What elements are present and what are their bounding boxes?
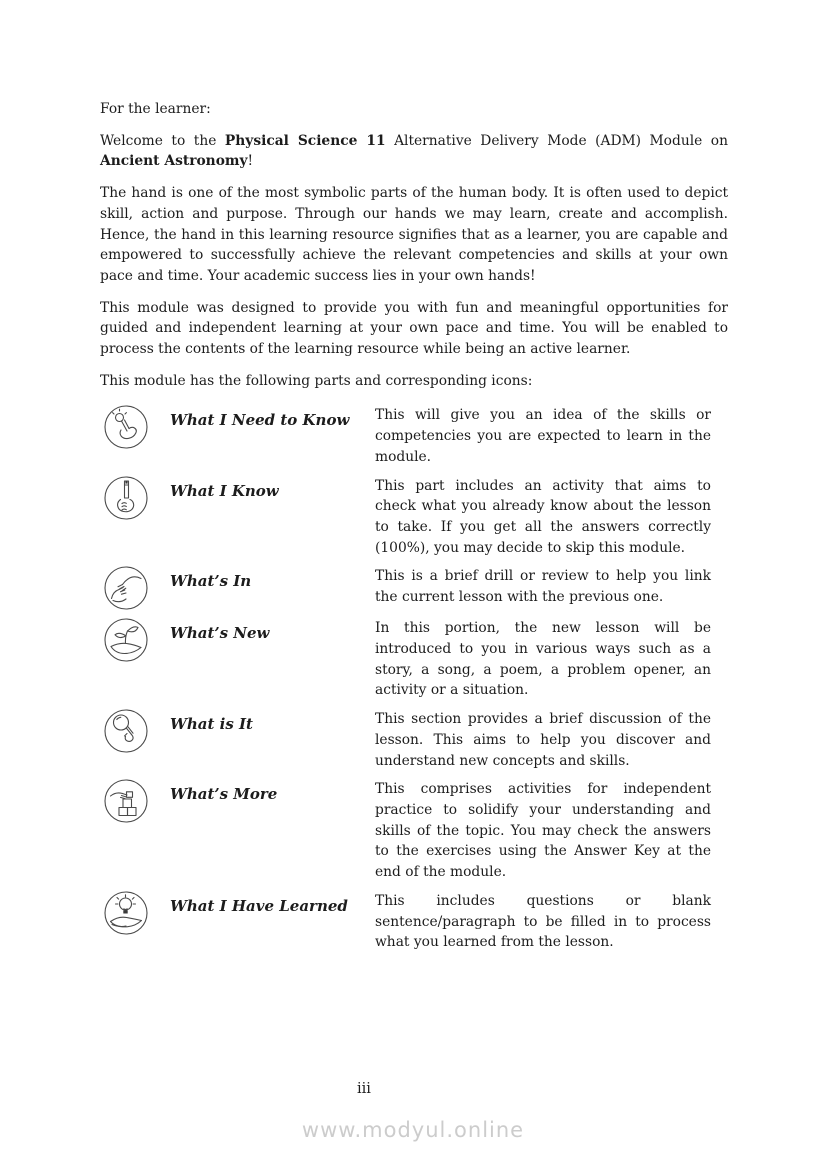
- welcome-mid: Alternative Delivery Mode (ADM) Module on: [385, 132, 728, 149]
- section-description: This includes questions or blank sentence/paragraph to be filled in to process what you learned from the lesson.: [375, 892, 711, 951]
- section-description: This comprises activities for independent practice to solidify your understanding and skills of the topic. You may check the answers to the exercises using the Answer Key at the end of the module.: [375, 781, 711, 881]
- section-label: What I Have Learned: [170, 896, 348, 915]
- salutation: For the learner:: [100, 101, 211, 117]
- module-topic-title: Ancient Astronomy: [100, 153, 248, 170]
- table-row: [100, 618, 728, 701]
- section-label: What’s More: [170, 785, 278, 804]
- section-label: What I Know: [170, 481, 279, 500]
- hand-stacking-blocks-icon: [104, 779, 148, 823]
- hand-holding-pencil-icon: [104, 476, 148, 520]
- table-row: [100, 779, 728, 883]
- hand-with-magnifier-icon: [104, 709, 148, 753]
- welcome-pre: Welcome to the: [100, 132, 225, 149]
- section-label: What is It: [170, 715, 253, 734]
- linking-hands-icon: [104, 566, 148, 610]
- page-number: iii: [357, 1081, 371, 1097]
- module-design-paragraph: This module was designed to provide you with fun and meaningful opportunities for guided and independent learning at your own pace and time. You will be enabled to process the contents of the learning resource while being an active learner.: [100, 299, 728, 358]
- table-row: [100, 891, 728, 953]
- watermark: www.modyul.online: [301, 1118, 525, 1142]
- table-row: [100, 709, 728, 771]
- table-row: [100, 476, 728, 559]
- section-description: In this portion, the new lesson will be introduced to you in various ways such as a story, a song, a poem, a problem opener, an activity or a situation.: [375, 620, 711, 699]
- section-description: This section provides a brief discussion of the lesson. This aims to help you discover and understand new concepts and skills.: [375, 711, 711, 769]
- section-label: What’s In: [170, 572, 252, 591]
- section-description: This part includes an activity that aims to check what you already know about the lesson to take. If you get all the answers correctly (100%), you may decide to skip this module.: [375, 477, 711, 556]
- section-description: This will give you an idea of the skills or competencies you are expected to learn in the module.: [375, 407, 711, 465]
- icons-intro-line: This module has the following parts and corresponding icons:: [100, 372, 533, 389]
- hand-symbolism-paragraph: The hand is one of the most symbolic parts of the human body. It is often used to depict skill, action and purpose. Through our hands we may learn, create and accomplish. Hence, the hand in this learning resource signifies that as a learner, you are capable and empowered to successfully achieve the relevant competencies and skills at your own pace and time. Your academic success lies in your own hands!: [100, 185, 728, 284]
- section-description: This is a brief drill or review to help you link the current lesson with the previous one.: [375, 568, 711, 606]
- table-row: [100, 405, 728, 467]
- module-subject-title: Physical Science 11: [224, 132, 386, 149]
- table-row: [100, 566, 728, 610]
- section-label: What I Need to Know: [170, 411, 350, 430]
- welcome-paragraph: [100, 131, 728, 172]
- module-parts-table: [100, 405, 728, 952]
- hand-with-lightbulb-icon: [104, 891, 148, 935]
- page-content: [100, 99, 728, 961]
- section-label: What’s New: [170, 624, 270, 643]
- hand-with-plant-icon: [104, 618, 148, 662]
- tap-hand-icon: [104, 405, 148, 449]
- welcome-post: !: [247, 153, 254, 170]
